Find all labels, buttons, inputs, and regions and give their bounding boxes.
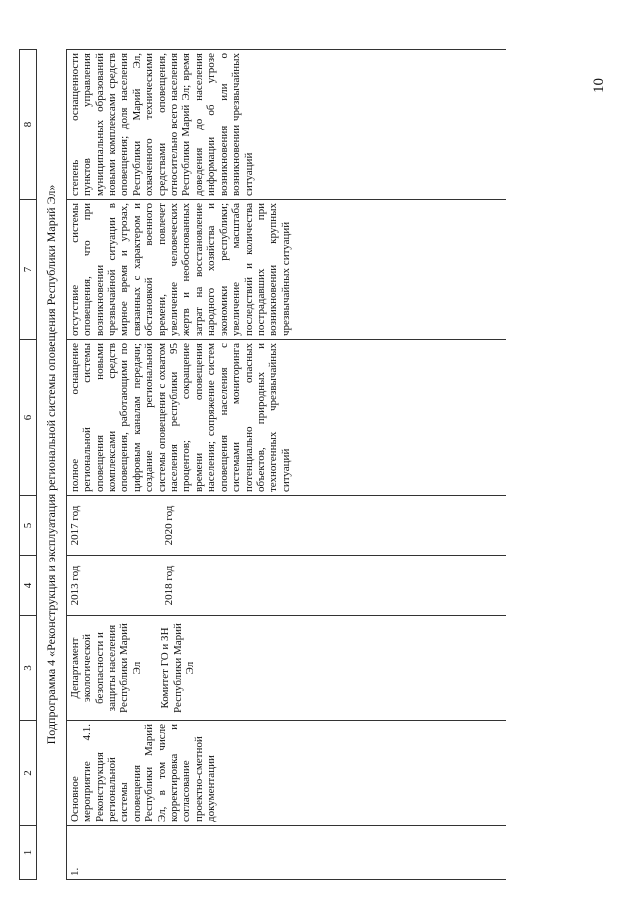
end-cell: [66, 496, 506, 556]
end-2: 2020 год: [163, 505, 176, 546]
header-col-4: 4: [20, 556, 37, 616]
header-col-5: 5: [20, 496, 37, 556]
row-number: 1.: [66, 826, 506, 880]
executor-1: Департамент экологической безопасности и защиты населения Республики Марий Эл: [68, 623, 143, 713]
header-col-7: 7: [20, 200, 37, 340]
executor-2: Комитет ГО и ЗН Республики Марий Эл: [159, 623, 197, 713]
start-2: 2018 год: [163, 565, 176, 606]
header-col-8: 8: [20, 50, 37, 200]
program-table: [19, 49, 506, 880]
header-col-3: 3: [20, 616, 37, 721]
rotated-page: [19, 50, 529, 880]
table-row: [66, 50, 506, 880]
header-row: [20, 50, 37, 880]
indicators-cell: степень оснащенности пунктов управления муниципальных образований новыми комплексами средств оповещения; доля населения Республики Марий Эл, охваченного техническими средствами оповещения, относительно всего населения Республики Марий Эл; время доведения до населения информации об угрозе возникновения или о возникновении чрезвычайных ситуаций: [66, 50, 506, 200]
end-1: 2017 год: [68, 505, 81, 546]
header-col-2: 2: [20, 721, 37, 826]
subprogram-row: [37, 50, 66, 880]
header-col-6: 6: [20, 340, 37, 496]
subprogram-title: Подпрограмма 4 «Реконструкция и эксплуатация региональной системы оповещения Республики Марий Эл»: [37, 50, 66, 880]
page-number: 10: [591, 78, 607, 93]
start-cell: [66, 556, 506, 616]
header-col-1: 1: [20, 826, 37, 880]
consequences-cell: отсутствие системы оповещения, что при возникновении чрезвычайной ситуации в мирное время и угрозах, связанных с характером и обстановкой военного времени, повлечет увеличение человеческих жертв и необоснованных затрат на восстановление народного хозяйства и экономики республики; увеличение масштаба последствий и количества пострадавших при возникновении крупных чрезвычайных ситуаций: [66, 200, 506, 340]
executor-cell: [66, 616, 506, 721]
start-1: 2013 год: [68, 565, 81, 606]
measure-cell: Основное мероприятие 4.1. Реконструкция региональной системы оповещения Республики Марий Эл, в том числе корректировка и согласование проектно-сметной документации: [66, 721, 506, 826]
result-cell: полное оснащение региональной системы оповещения новыми комплексами средств оповещения, работающими по цифровым каналам передачи; создание региональной системы оповещения с охватом населения республики 95 процентов; сокращение времени оповещения населения; сопряжение систем оповещения населения с системами мониторинга потенциально опасных объектов, природных и техногенных чрезвычайных ситуаций: [66, 340, 506, 496]
